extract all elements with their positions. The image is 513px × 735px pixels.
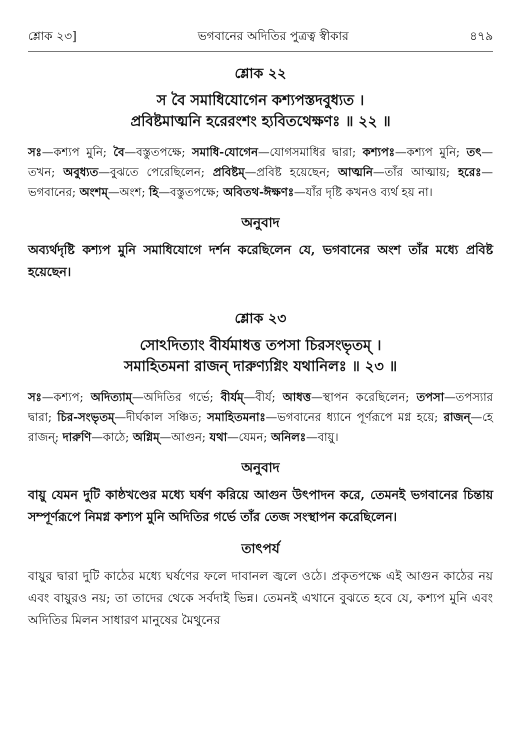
header-chapter-title: ভগবানের অদিতির পুত্রত্ব স্বীকার (197, 29, 349, 43)
synonym-dash: — (158, 185, 171, 199)
synonym-dash: — (41, 390, 54, 404)
verse-23-block (28, 307, 493, 631)
synonym-term: যথা (209, 430, 228, 444)
synonym-dash: — (107, 185, 120, 199)
synonym-term: সঃ (28, 390, 42, 404)
synonym-meaning: তপস্যার দ্বারা; (28, 390, 494, 424)
synonym-term: আত্মনি (338, 165, 373, 179)
synonym-term: আধত্ত (282, 390, 312, 404)
synonym-meaning: বায়ু। (317, 430, 339, 444)
synonym-dash: — (444, 390, 456, 404)
synonym-meaning: ভগবানের ধ্যানে পূর্ণরূপে মগ্ন হয়ে; (277, 410, 444, 424)
verse-22-translation-heading: অনুবাদ (241, 215, 280, 231)
synonym-term: অগ্নিম্ (132, 430, 160, 444)
synonym-term: অংশম্ (79, 185, 108, 199)
verse-23-synonyms (28, 387, 493, 447)
synonym-dash: — (372, 165, 385, 179)
synonym-meaning: প্রবিষ্ট হয়েছেন; (256, 165, 339, 179)
synonym-dash: — (306, 430, 318, 444)
synonym-meaning: তাঁর আত্মায়; (384, 165, 459, 179)
header-verse-ref: শ্লোক ২৩] (28, 29, 77, 43)
synonym-term: রাজন্ (443, 410, 471, 424)
verse-23-translation: বায়ু যেমন দুটি কাষ্ঠখণ্ডের মধ্যে ঘর্ষণ করিয়ে আগুন উৎপাদন করে, তেমনই ভগবানের চিন্তায় সম্পূর্ণরূপে নিমগ্ন কশ্যপ মুনি অদিতির গর্ভে তাঁর তেজ সংস্থাপন করেছিলেন। (28, 487, 493, 524)
verse-22-block (28, 62, 493, 283)
synonym-term: অনিলঃ (271, 430, 307, 444)
synonym-term: অবিতথ-ঈক্ষণঃ (223, 185, 295, 199)
synonym-meaning: কশ্যপ মুনি; (406, 145, 467, 159)
synonym-meaning: বুঝতে পেরেছিলেন; (109, 165, 213, 179)
synonym-dash: — (481, 165, 493, 179)
verse-23-line-2: সমাহিতমনা রাজন্ দারুণ্যগ্নিং যথানিলঃ ॥ ২৩ ॥ (123, 358, 398, 375)
synonym-dash: — (244, 165, 257, 179)
synonym-meaning: যেমন; (238, 430, 272, 444)
synonym-meaning: বীর্য; (255, 390, 283, 404)
synonym-meaning: স্থাপন করেছিলেন; (322, 390, 417, 404)
verse-22-synonyms (28, 142, 493, 202)
synonym-dash: — (258, 145, 270, 159)
synonym-term: সঃ (28, 145, 42, 159)
synonym-meaning: যাঁর দৃষ্টি কখনও ব্যর্থ হয় না। (305, 185, 433, 199)
synonym-term: প্রবিষ্টম্ (212, 165, 245, 179)
synonym-meaning: ভগবানের; (28, 185, 80, 199)
synonym-meaning: যোগসমাধির দ্বারা; (269, 145, 363, 159)
synonym-dash: — (294, 185, 306, 199)
synonym-term: কশ্যপঃ (362, 145, 395, 159)
synonym-dash: — (41, 145, 54, 159)
synonym-dash: — (114, 410, 127, 424)
synonym-dash: — (159, 430, 172, 444)
synonym-meaning: বস্তুতপক্ষে; (170, 185, 224, 199)
synonym-term: হি (149, 185, 159, 199)
verse-22-title: শ্লোক ২২ (234, 66, 287, 82)
synonym-term: বীর্যম্ (220, 390, 244, 404)
synonym-term: অদিত্যাম্ (90, 390, 133, 404)
synonym-dash: — (311, 390, 323, 404)
synonym-term: তৎ (466, 145, 482, 159)
synonym-meaning: কাঠে; (102, 430, 133, 444)
synonym-term: সমাহিতমনাঃ (207, 410, 266, 424)
synonym-term: হরেঃ (458, 165, 482, 179)
page-header (28, 28, 493, 52)
synonym-dash: — (243, 390, 256, 404)
page-number: ৪৭৯ (469, 29, 493, 43)
verse-23-purport-heading: তাৎপর্য (241, 541, 280, 557)
synonym-term: দারুণি (62, 430, 92, 444)
synonym-meaning: অদিতির গর্ভে; (143, 390, 221, 404)
verse-22-line-2: প্রবিষ্টমাত্মনি হরেরংশং হ্যবিতথেক্ষণঃ ॥ ২২ ॥ (130, 113, 391, 130)
synonym-dash: — (124, 145, 137, 159)
synonym-dash: — (395, 145, 407, 159)
synonym-term: বৈ (113, 145, 125, 159)
synonym-meaning: হে রাজন্; (28, 410, 493, 444)
synonym-term: চির-সংভৃতম্ (57, 410, 115, 424)
synonym-meaning: কশ্যপ; (53, 390, 91, 404)
verse-23-purport: বায়ুর দ্বারা দুটি কাঠের মধ্যে ঘর্ষণের ফলে দাবানল জ্বলে ওঠে। প্রকৃতপক্ষে এই আগুন কাঠের নয় এবং বায়ুরও নয়; তা তাদের থেকে সর্বদাই ভিন্ন। তেমনই এখানে বুঝতে হবে যে, কশ্যপ মুনি এবং অদিতির মিলন সাধারণ মানুষের মৈথুনের (28, 569, 493, 627)
synonym-dash: — (265, 410, 278, 424)
synonym-dash: — (91, 430, 103, 444)
synonym-dash: — (227, 430, 239, 444)
verse-23-title: শ্লোক ২৩ (234, 311, 287, 327)
synonym-meaning: কশ্যপ মুনি; (53, 145, 114, 159)
synonym-dash: — (481, 145, 493, 159)
synonym-dash: — (132, 390, 144, 404)
verse-23-line-1: সোঽদিত্যাং বীর্যমাধত্ত তপসা চিরসংভৃতম্ । (139, 337, 382, 354)
verse-22-line-1: স বৈ সমাধিযোগেন কশ্যপস্তদবুধ্যত । (156, 92, 365, 109)
synonym-term: অবুধ্যত (63, 165, 99, 179)
synonym-meaning: দীর্ঘকাল সঞ্চিত; (126, 410, 208, 424)
synonym-term: সমাধি-যোগেন (191, 145, 258, 159)
synonym-meaning: আগুন; (171, 430, 210, 444)
synonym-meaning: অংশ; (119, 185, 150, 199)
synonym-term: তপসা (416, 390, 445, 404)
verse-22-translation: অব্যর্থদৃষ্টি কশ্যপ মুনি সমাধিযোগে দর্শন করেছিলেন যে, ভগবানের অংশ তাঁর মধ্যে প্রবিষ্ট হয়েছেন। (28, 242, 493, 279)
synonym-meaning: বস্তুতপক্ষে; (136, 145, 192, 159)
synonym-dash: — (98, 165, 110, 179)
synonym-meaning: তখন; (28, 165, 64, 179)
synonym-dash: — (470, 410, 483, 424)
verse-23-translation-heading: অনুবাদ (241, 460, 280, 476)
